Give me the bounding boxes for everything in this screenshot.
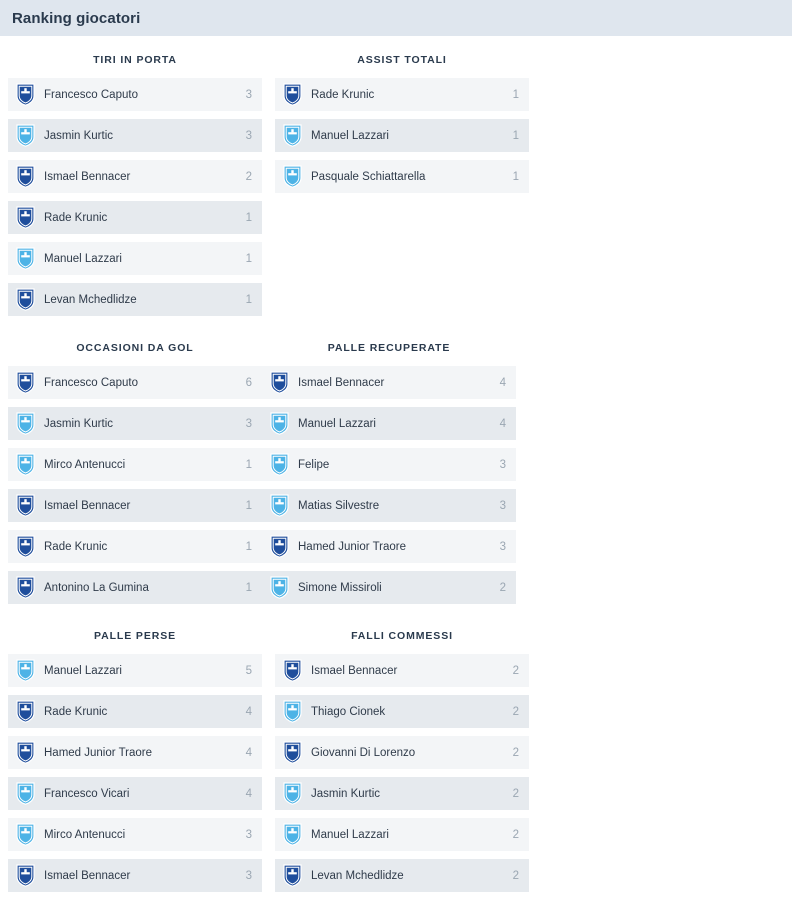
player-name: Manuel Lazzari <box>298 417 376 430</box>
player-name: Ismael Bennacer <box>311 664 398 677</box>
player-name: Giovanni Di Lorenzo <box>311 746 416 759</box>
ranking-column <box>275 36 529 324</box>
player-stat-value: 1 <box>512 88 519 101</box>
player-row[interactable] <box>8 366 262 399</box>
player-name: Manuel Lazzari <box>311 828 389 841</box>
player-stat-value: 3 <box>499 540 506 553</box>
player-row[interactable] <box>275 160 529 193</box>
player-name: Matias Silvestre <box>298 499 380 512</box>
player-stat-value: 2 <box>499 581 506 594</box>
player-stat-value: 4 <box>245 705 252 718</box>
column-title: PALLE RECUPERATE <box>327 342 451 354</box>
club-crest-icon <box>283 659 302 682</box>
club-crest-icon <box>16 206 35 229</box>
column-title: FALLI COMMESSI <box>351 630 453 642</box>
ranking-column <box>275 612 529 900</box>
player-name: Francesco Caputo <box>44 88 138 101</box>
column-title: TIRI IN PORTA <box>93 54 177 66</box>
column-title: ASSIST TOTALI <box>357 54 447 66</box>
player-stat-value: 3 <box>499 499 506 512</box>
club-crest-icon <box>16 535 35 558</box>
player-row[interactable] <box>8 407 262 440</box>
club-crest-icon <box>16 165 35 188</box>
player-row[interactable] <box>262 448 516 481</box>
player-stat-value: 1 <box>245 252 252 265</box>
player-row[interactable] <box>8 777 262 810</box>
player-name: Ismael Bennacer <box>44 170 131 183</box>
player-row[interactable] <box>8 283 262 316</box>
player-stat-value: 2 <box>512 828 519 841</box>
player-name: Rade Krunic <box>311 88 375 101</box>
player-row[interactable] <box>275 119 529 152</box>
club-crest-icon <box>270 371 289 394</box>
player-row[interactable] <box>8 489 262 522</box>
club-crest-icon <box>16 412 35 435</box>
player-row[interactable] <box>8 242 262 275</box>
player-name: Antonino La Gumina <box>44 581 149 594</box>
club-crest-icon <box>16 247 35 270</box>
club-crest-icon <box>283 83 302 106</box>
column-title: PALLE PERSE <box>93 630 177 642</box>
player-stat-value: 1 <box>512 129 519 142</box>
player-stat-value: 3 <box>245 828 252 841</box>
player-stat-value: 1 <box>245 211 252 224</box>
player-row[interactable] <box>275 695 529 728</box>
player-name: Manuel Lazzari <box>44 664 122 677</box>
player-stat-value: 6 <box>245 376 252 389</box>
club-crest-icon <box>16 288 35 311</box>
player-stat-value: 3 <box>245 869 252 882</box>
club-crest-icon <box>270 576 289 599</box>
club-crest-icon <box>283 165 302 188</box>
player-stat-value: 1 <box>245 293 252 306</box>
player-row[interactable] <box>275 736 529 769</box>
player-row[interactable] <box>8 818 262 851</box>
player-stat-value: 1 <box>245 581 252 594</box>
club-crest-icon <box>270 412 289 435</box>
player-row[interactable] <box>8 119 262 152</box>
player-row[interactable] <box>275 859 529 892</box>
player-name: Francesco Vicari <box>44 787 130 800</box>
player-row[interactable] <box>275 818 529 851</box>
player-stat-value: 2 <box>512 869 519 882</box>
club-crest-icon <box>16 453 35 476</box>
player-stat-value: 4 <box>245 746 252 759</box>
player-stat-value: 3 <box>245 88 252 101</box>
club-crest-icon <box>16 576 35 599</box>
player-row[interactable] <box>8 695 262 728</box>
player-name: Hamed Junior Traore <box>44 746 153 759</box>
club-crest-icon <box>283 823 302 846</box>
club-crest-icon <box>16 823 35 846</box>
player-row[interactable] <box>8 859 262 892</box>
club-crest-icon <box>16 741 35 764</box>
ranking-column <box>8 324 262 612</box>
player-row[interactable] <box>262 407 516 440</box>
club-crest-icon <box>283 700 302 723</box>
club-crest-icon <box>16 494 35 517</box>
player-row[interactable] <box>8 571 262 604</box>
player-name: Jasmin Kurtic <box>44 129 114 142</box>
club-crest-icon <box>16 124 35 147</box>
player-row[interactable] <box>275 78 529 111</box>
page-header <box>0 0 792 36</box>
club-crest-icon <box>16 659 35 682</box>
player-name: Mirco Antenucci <box>44 828 126 841</box>
player-name: Jasmin Kurtic <box>311 787 381 800</box>
player-row[interactable] <box>262 571 516 604</box>
player-name: Manuel Lazzari <box>44 252 122 265</box>
player-stat-value: 2 <box>245 170 252 183</box>
player-row[interactable] <box>262 366 516 399</box>
player-name: Felipe <box>298 458 330 471</box>
player-stat-value: 1 <box>245 458 252 471</box>
player-name: Jasmin Kurtic <box>44 417 114 430</box>
player-name: Pasquale Schiattarella <box>311 170 426 183</box>
ranking-grid <box>0 36 792 900</box>
player-row[interactable] <box>8 160 262 193</box>
player-stat-value: 3 <box>245 417 252 430</box>
player-row[interactable] <box>262 530 516 563</box>
player-name: Manuel Lazzari <box>311 129 389 142</box>
club-crest-icon <box>16 864 35 887</box>
player-stat-value: 2 <box>512 787 519 800</box>
club-crest-icon <box>270 535 289 558</box>
player-stat-value: 2 <box>512 664 519 677</box>
player-name: Mirco Antenucci <box>44 458 126 471</box>
player-name: Francesco Caputo <box>44 376 138 389</box>
player-row[interactable] <box>8 78 262 111</box>
club-crest-icon <box>283 864 302 887</box>
club-crest-icon <box>283 124 302 147</box>
ranking-column <box>262 324 516 612</box>
player-name: Ismael Bennacer <box>44 499 131 512</box>
page-title: Ranking giocatori <box>12 9 141 27</box>
club-crest-icon <box>16 83 35 106</box>
player-stat-value: 2 <box>512 705 519 718</box>
player-name: Rade Krunic <box>44 211 108 224</box>
player-name: Levan Mchedlidze <box>44 293 137 306</box>
club-crest-icon <box>283 782 302 805</box>
player-stat-value: 2 <box>512 746 519 759</box>
player-stat-value: 1 <box>245 540 252 553</box>
player-row[interactable] <box>8 736 262 769</box>
player-stat-value: 3 <box>499 458 506 471</box>
club-crest-icon <box>270 453 289 476</box>
player-stat-value: 4 <box>499 376 506 389</box>
player-stat-value: 4 <box>499 417 506 430</box>
player-stat-value: 3 <box>245 129 252 142</box>
club-crest-icon <box>270 494 289 517</box>
player-name: Thiago Cionek <box>311 705 386 718</box>
ranking-column <box>8 612 262 900</box>
player-stat-value: 4 <box>245 787 252 800</box>
player-row[interactable] <box>275 654 529 687</box>
player-name: Hamed Junior Traore <box>298 540 407 553</box>
player-name: Rade Krunic <box>44 540 108 553</box>
player-name: Ismael Bennacer <box>298 376 385 389</box>
club-crest-icon <box>16 700 35 723</box>
player-stat-value: 5 <box>245 664 252 677</box>
ranking-column <box>8 36 262 324</box>
player-name: Ismael Bennacer <box>44 869 131 882</box>
player-name: Levan Mchedlidze <box>311 869 404 882</box>
player-row[interactable] <box>8 530 262 563</box>
player-row[interactable] <box>262 489 516 522</box>
player-stat-value: 1 <box>245 499 252 512</box>
player-name: Simone Missiroli <box>298 581 382 594</box>
player-row[interactable] <box>8 654 262 687</box>
player-row[interactable] <box>8 201 262 234</box>
club-crest-icon <box>16 782 35 805</box>
club-crest-icon <box>16 371 35 394</box>
player-stat-value: 1 <box>512 170 519 183</box>
player-name: Rade Krunic <box>44 705 108 718</box>
player-row[interactable] <box>8 448 262 481</box>
club-crest-icon <box>283 741 302 764</box>
column-title: OCCASIONI DA GOL <box>76 342 194 354</box>
player-row[interactable] <box>275 777 529 810</box>
